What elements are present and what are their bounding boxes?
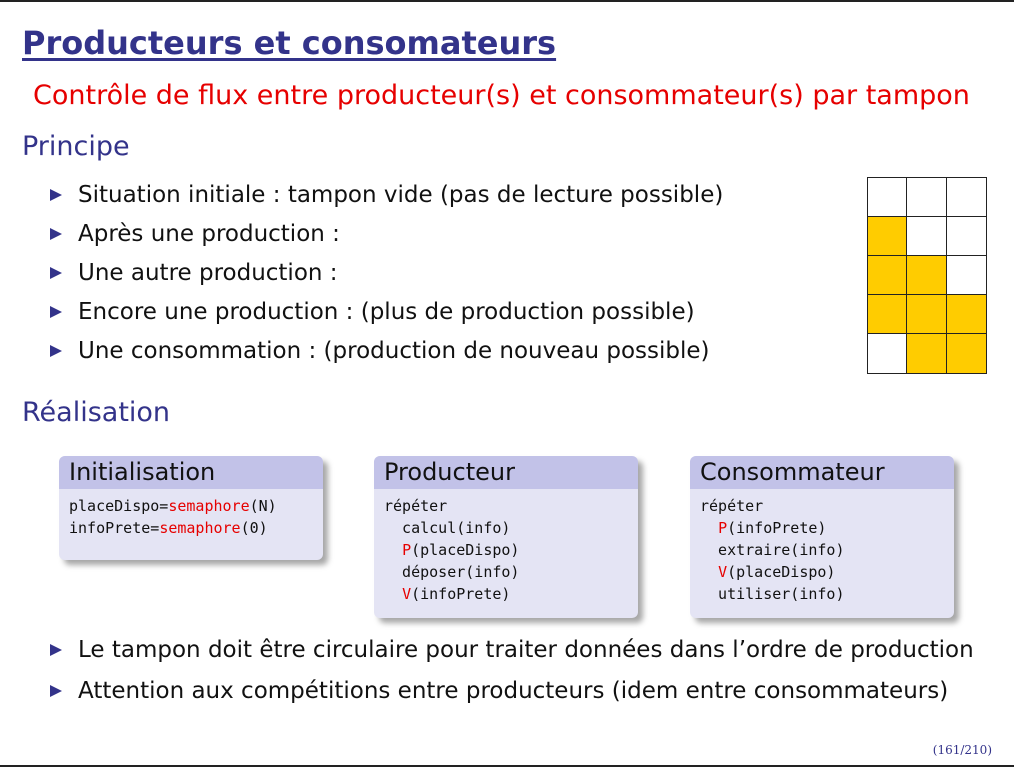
init-block bbox=[59, 456, 323, 560]
buffer-cell-filled bbox=[868, 217, 907, 256]
principe-item-text: Encore une production : (plus de production possible) bbox=[78, 299, 695, 325]
buffer-cell-empty bbox=[868, 334, 907, 373]
bullet-triangle-icon bbox=[50, 189, 62, 201]
principe-item-text: Une autre production : bbox=[78, 260, 338, 286]
principe-item bbox=[50, 258, 723, 297]
bullet-triangle-icon bbox=[50, 228, 62, 240]
code-keyword: semaphore bbox=[159, 519, 241, 537]
buffer-cell-empty bbox=[868, 178, 907, 217]
buffer-cell-filled bbox=[868, 256, 907, 295]
page-number: (161/210) bbox=[932, 743, 992, 757]
code-text bbox=[700, 563, 718, 581]
principe-item bbox=[50, 297, 723, 336]
top-rule bbox=[0, 0, 1014, 2]
code-keyword: P bbox=[718, 519, 728, 537]
init-code bbox=[59, 489, 323, 545]
bullet-triangle-icon bbox=[50, 345, 62, 357]
producer-block bbox=[374, 456, 638, 618]
bullet-triangle-icon bbox=[50, 267, 62, 279]
buffer-cell-filled bbox=[947, 334, 986, 373]
code-text: calcul(info) bbox=[384, 519, 511, 537]
code-text: répéter bbox=[700, 497, 764, 515]
code-line bbox=[700, 539, 944, 561]
code-keyword: V bbox=[718, 563, 728, 581]
producer-block-header: Producteur bbox=[374, 456, 638, 489]
code-keyword: V bbox=[402, 585, 412, 603]
code-text: (infoPrete) bbox=[727, 519, 827, 537]
bullet-triangle-icon bbox=[50, 644, 62, 656]
code-line bbox=[384, 517, 628, 539]
code-line bbox=[384, 583, 628, 605]
code-line bbox=[69, 495, 313, 517]
bullet-triangle-icon bbox=[50, 685, 62, 697]
buffer-cell-empty bbox=[947, 256, 986, 295]
code-text: (placeDispo) bbox=[411, 541, 520, 559]
buffer-cell-empty bbox=[947, 217, 986, 256]
principe-item-text: Après une production : bbox=[78, 221, 340, 247]
code-text: infoPrete= bbox=[69, 519, 160, 537]
bottom-item-text: Le tampon doit être circulaire pour traiter données dans l’ordre de production bbox=[78, 637, 974, 663]
principe-item bbox=[50, 336, 723, 375]
code-text: déposer(info) bbox=[384, 563, 520, 581]
section-principe-heading: Principe bbox=[22, 131, 130, 162]
code-text: répéter bbox=[384, 497, 448, 515]
code-text: utiliser(info) bbox=[700, 585, 845, 603]
code-keyword: semaphore bbox=[168, 497, 250, 515]
bottom-list bbox=[50, 635, 974, 717]
buffer-cell-empty bbox=[907, 217, 946, 256]
bottom-item-text: Attention aux compétitions entre producteurs (idem entre consommateurs) bbox=[78, 678, 949, 704]
buffer-cell-filled bbox=[868, 295, 907, 334]
bullet-triangle-icon bbox=[50, 306, 62, 318]
code-text: placeDispo= bbox=[69, 497, 169, 515]
init-block-header: Initialisation bbox=[59, 456, 323, 489]
code-text: (placeDispo) bbox=[727, 563, 836, 581]
bottom-item bbox=[50, 676, 974, 717]
slide-subtitle: Contrôle de flux entre producteur(s) et consommateur(s) par tampon bbox=[33, 80, 970, 111]
code-text bbox=[700, 519, 718, 537]
buffer-cell-filled bbox=[907, 334, 946, 373]
buffer-cell-filled bbox=[907, 295, 946, 334]
code-line bbox=[384, 539, 628, 561]
buffer-cell-empty bbox=[907, 178, 946, 217]
consumer-block bbox=[690, 456, 954, 618]
code-text bbox=[384, 541, 402, 559]
code-text: (N) bbox=[249, 497, 277, 515]
principe-item-text: Une consommation : (production de nouveau possible) bbox=[78, 338, 710, 364]
buffer-cell-filled bbox=[947, 295, 986, 334]
code-text: (0) bbox=[240, 519, 268, 537]
code-line bbox=[700, 517, 944, 539]
producer-code bbox=[374, 489, 638, 611]
principe-item-text: Situation initiale : tampon vide (pas de lecture possible) bbox=[78, 182, 724, 208]
code-line bbox=[384, 495, 628, 517]
principe-item bbox=[50, 219, 723, 258]
code-keyword: P bbox=[402, 541, 412, 559]
consumer-code bbox=[690, 489, 954, 611]
code-line bbox=[384, 561, 628, 583]
buffer-cell-empty bbox=[947, 178, 986, 217]
consumer-block-header: Consommateur bbox=[690, 456, 954, 489]
code-text bbox=[384, 585, 402, 603]
code-line bbox=[700, 583, 944, 605]
section-realisation-heading: Réalisation bbox=[22, 397, 171, 428]
code-line bbox=[69, 517, 313, 539]
code-text: (infoPrete) bbox=[411, 585, 511, 603]
buffer-state-grid bbox=[867, 177, 987, 374]
principe-item bbox=[50, 180, 723, 219]
buffer-cell-filled bbox=[907, 256, 946, 295]
code-line bbox=[700, 561, 944, 583]
principe-list bbox=[50, 180, 723, 375]
code-text: extraire(info) bbox=[700, 541, 845, 559]
code-line bbox=[700, 495, 944, 517]
bottom-item bbox=[50, 635, 974, 676]
slide-title: Producteurs et consomateurs bbox=[22, 24, 557, 62]
